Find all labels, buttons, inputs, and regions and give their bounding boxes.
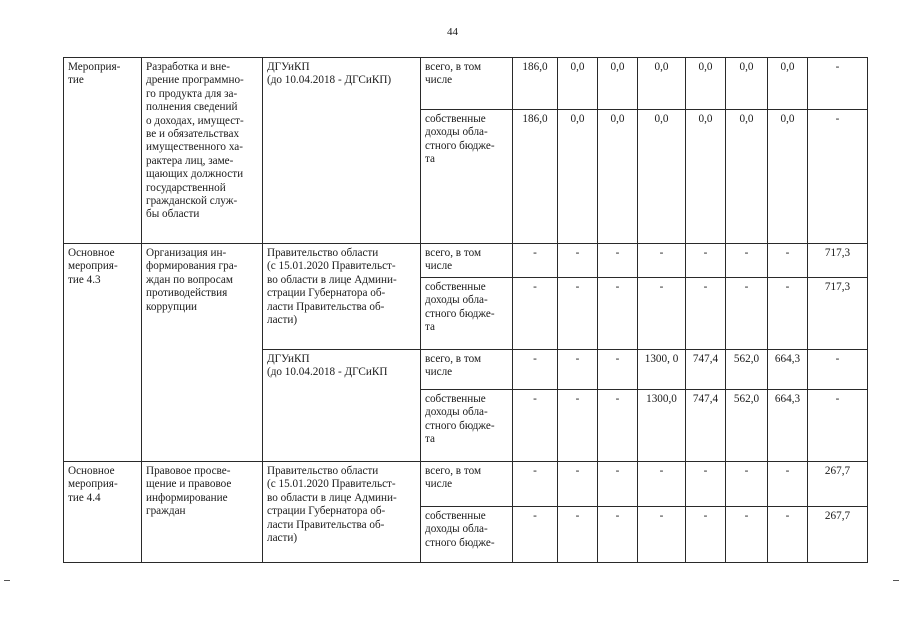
description-cell-line: ве и обязательствах (146, 128, 240, 141)
amount-cell: - (726, 462, 768, 507)
amount-cell: - (638, 462, 686, 507)
description-cell-line: рактера лиц, заме- (146, 154, 234, 167)
right-edge-mark (893, 580, 899, 581)
amount-cell: 1300, 0 (638, 350, 686, 390)
amount-cell: 186,0 (513, 110, 558, 244)
amount-cell: 562,0 (726, 350, 768, 390)
activity-cell (64, 58, 142, 244)
amount-cell: 0,0 (638, 110, 686, 244)
description-cell-line: противодействия (146, 287, 228, 300)
amount-cell: 1300,0 (638, 390, 686, 462)
description-cell-line: щение и правовое (146, 478, 232, 491)
activity-cell-line: тие (68, 74, 84, 87)
executor-cell-line: ласти Правительства об- (267, 518, 385, 531)
source-cell (421, 390, 513, 462)
executor-cell (263, 350, 421, 462)
description-cell (142, 58, 263, 244)
table-row (64, 462, 868, 507)
executor-cell-line: (с 15.01.2020 Правительст- (267, 260, 396, 273)
amount-cell: - (768, 278, 808, 350)
source-cell-line: числе (425, 478, 453, 491)
source-cell (421, 507, 513, 563)
description-cell-line: гражданской служ- (146, 195, 238, 208)
amount-cell: 0,0 (726, 110, 768, 244)
description-cell-line: Правовое просве- (146, 465, 231, 477)
source-cell-line: собственные (425, 281, 486, 293)
amount-cell: - (598, 462, 638, 507)
executor-cell-line: ласти Правительства об- (267, 300, 385, 313)
amount-cell: - (598, 244, 638, 278)
source-cell (421, 58, 513, 110)
source-cell-line: та (425, 433, 435, 446)
source-cell-line: числе (425, 366, 453, 379)
amount-cell: - (513, 244, 558, 278)
description-cell-line: Разработка и вне- (146, 61, 230, 73)
description-cell-line: бы области (146, 208, 200, 221)
budget-table (63, 57, 868, 563)
amount-cell: - (598, 390, 638, 462)
amount-cell: - (513, 507, 558, 563)
executor-cell-line: во области в лице Админи- (267, 273, 397, 286)
source-cell-line: доходы обла- (425, 294, 488, 307)
description-cell (142, 462, 263, 563)
source-cell-line: всего, в том (425, 61, 482, 73)
amount-cell: - (726, 244, 768, 278)
executor-cell-line: ДГУиКП (267, 353, 310, 365)
amount-cell: 717,3 (808, 244, 868, 278)
amount-cell: 0,0 (686, 58, 726, 110)
amount-cell: 0,0 (598, 58, 638, 110)
source-cell-line: собственные (425, 510, 486, 522)
amount-cell: 267,7 (808, 507, 868, 563)
description-cell-line: щающих должности (146, 168, 244, 181)
amount-cell: - (598, 350, 638, 390)
activity-cell-line: тие 4.3 (68, 273, 101, 286)
amount-cell: 0,0 (558, 58, 598, 110)
source-cell (421, 278, 513, 350)
description-cell-line: имущественного ха- (146, 141, 243, 154)
amount-cell: 267,7 (808, 462, 868, 507)
source-cell (421, 350, 513, 390)
amount-cell: - (558, 278, 598, 350)
description-cell-line: информирование (146, 491, 228, 504)
executor-cell-line: во области в лице Админи- (267, 491, 397, 504)
executor-cell (263, 58, 421, 244)
amount-cell: 0,0 (686, 110, 726, 244)
amount-cell: 0,0 (768, 58, 808, 110)
executor-cell-line: Правительство области (267, 247, 379, 259)
source-cell-line: та (425, 321, 435, 334)
amount-cell: - (513, 278, 558, 350)
source-cell-line: та (425, 153, 435, 166)
source-cell-line: доходы обла- (425, 406, 488, 419)
amount-cell: - (558, 350, 598, 390)
table-row (64, 58, 868, 110)
source-cell-line: всего, в том (425, 353, 482, 365)
amount-cell: 0,0 (726, 58, 768, 110)
amount-cell: - (768, 462, 808, 507)
amount-cell: 664,3 (768, 390, 808, 462)
left-edge-mark (4, 580, 10, 581)
executor-cell-line: ласти) (267, 532, 298, 545)
amount-cell: 0,0 (768, 110, 808, 244)
description-cell-line: ждан по вопросам (146, 273, 233, 286)
description-cell (142, 244, 263, 462)
amount-cell: - (638, 278, 686, 350)
activity-cell-line: Основное (68, 247, 115, 259)
amount-cell: - (726, 507, 768, 563)
source-cell (421, 462, 513, 507)
amount-cell: - (638, 507, 686, 563)
source-cell-line: стного бюдже- (425, 307, 495, 320)
activity-cell-line: мероприя- (68, 478, 118, 491)
amount-cell: - (513, 350, 558, 390)
description-cell-line: о доходах, имущест- (146, 114, 244, 127)
source-cell-line: доходы обла- (425, 523, 488, 536)
amount-cell: - (686, 462, 726, 507)
amount-cell: - (598, 507, 638, 563)
executor-cell-line: (до 10.04.2018 - ДГСиКП (267, 366, 388, 379)
executor-cell (263, 462, 421, 563)
amount-cell: - (808, 110, 868, 244)
executor-cell-line: (с 15.01.2020 Правительст- (267, 478, 396, 491)
amount-cell: - (686, 507, 726, 563)
description-cell-line: коррупции (146, 300, 198, 313)
executor-cell-line: (до 10.04.2018 - ДГСиКП) (267, 74, 392, 87)
amount-cell: 747,4 (686, 350, 726, 390)
executor-cell-line: страции Губернатора об- (267, 287, 386, 300)
source-cell-line: собственные (425, 113, 486, 125)
amount-cell: - (513, 390, 558, 462)
amount-cell: - (558, 462, 598, 507)
amount-cell: - (558, 507, 598, 563)
description-cell-line: полнения сведений (146, 101, 238, 114)
amount-cell: - (558, 244, 598, 278)
budget-table-body (64, 58, 868, 563)
activity-cell-line: Мероприя- (68, 61, 121, 73)
amount-cell: - (686, 244, 726, 278)
activity-cell-line: Основное (68, 465, 115, 477)
executor-cell-line: страции Губернатора об- (267, 505, 386, 518)
source-cell-line: числе (425, 74, 453, 87)
executor-cell-line: ДГУиКП (267, 61, 310, 73)
source-cell-line: стного бюдже- (425, 536, 495, 549)
amount-cell: - (638, 244, 686, 278)
executor-cell (263, 244, 421, 350)
activity-cell (64, 244, 142, 462)
source-cell-line: стного бюдже- (425, 419, 495, 432)
source-cell-line: всего, в том (425, 247, 482, 259)
description-cell-line: граждан (146, 505, 186, 518)
amount-cell: 186,0 (513, 58, 558, 110)
amount-cell: - (808, 350, 868, 390)
amount-cell: - (768, 244, 808, 278)
amount-cell: 0,0 (598, 110, 638, 244)
source-cell-line: числе (425, 260, 453, 273)
activity-cell-line: тие 4.4 (68, 491, 101, 504)
amount-cell: - (768, 507, 808, 563)
source-cell (421, 244, 513, 278)
amount-cell: - (808, 390, 868, 462)
page-number: 44 (447, 26, 458, 38)
amount-cell: 0,0 (558, 110, 598, 244)
table-row (64, 244, 868, 278)
amount-cell: - (808, 58, 868, 110)
amount-cell: - (726, 278, 768, 350)
amount-cell: 664,3 (768, 350, 808, 390)
amount-cell: - (686, 278, 726, 350)
amount-cell: - (598, 278, 638, 350)
source-cell-line: стного бюдже- (425, 139, 495, 152)
source-cell-line: собственные (425, 393, 486, 405)
activity-cell-line: мероприя- (68, 260, 118, 273)
executor-cell-line: ласти) (267, 314, 298, 327)
amount-cell: 717,3 (808, 278, 868, 350)
source-cell-line: всего, в том (425, 465, 482, 477)
description-cell-line: формирования гра- (146, 260, 238, 273)
source-cell (421, 110, 513, 244)
description-cell-line: го продукта для за- (146, 87, 238, 100)
activity-cell (64, 462, 142, 563)
amount-cell: 562,0 (726, 390, 768, 462)
description-cell-line: государственной (146, 181, 226, 194)
amount-cell: 0,0 (638, 58, 686, 110)
amount-cell: - (513, 462, 558, 507)
source-cell-line: доходы обла- (425, 126, 488, 139)
amount-cell: 747,4 (686, 390, 726, 462)
description-cell-line: дрение программно- (146, 74, 244, 87)
executor-cell-line: Правительство области (267, 465, 379, 477)
description-cell-line: Организация ин- (146, 247, 227, 259)
amount-cell: - (558, 390, 598, 462)
